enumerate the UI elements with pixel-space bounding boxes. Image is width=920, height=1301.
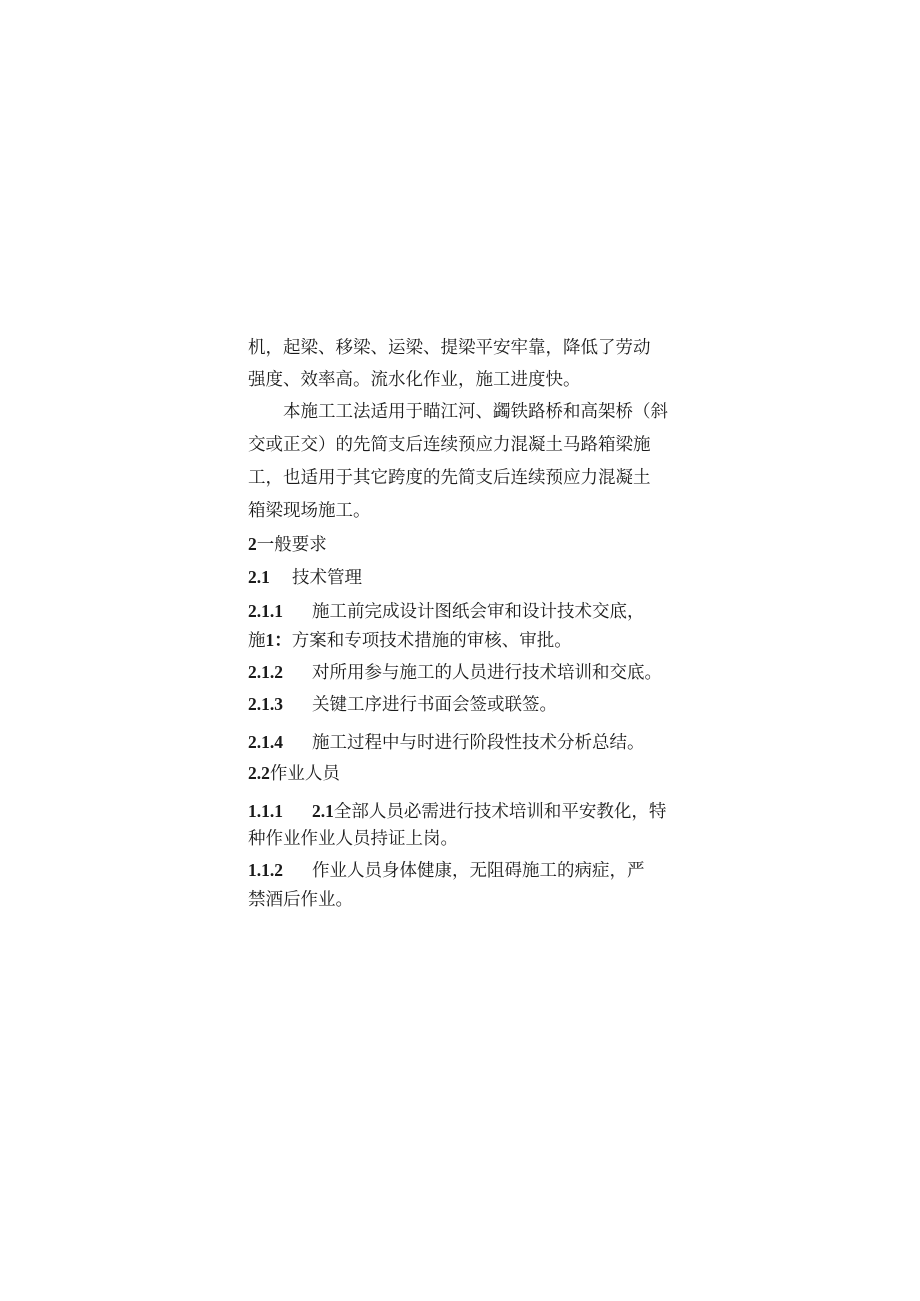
section-title: 一般要求 <box>256 535 327 555</box>
subsection-title: 技术管理 <box>292 568 362 588</box>
item-text: 关键工序进行书面会签或联签。 <box>312 695 557 715</box>
item-number: 2.1.3 <box>248 694 283 714</box>
item-number: 2.1.1 <box>248 601 283 621</box>
paragraph-line: 强度、效率高。流水化作业，施工进度快。 <box>248 370 581 390</box>
list-item <box>248 599 645 623</box>
subsection-number: 2.1 <box>248 567 270 587</box>
list-item-continuation <box>248 628 572 652</box>
paragraph-line: 工，也适用于其它跨度的先简支后连续预应力混凝土 <box>248 468 651 488</box>
subsection-number: 2.2 <box>248 763 270 783</box>
list-item <box>248 858 645 882</box>
item-text: 方案和专项技术措施的审核、审批。 <box>291 631 572 651</box>
paragraph-line: 本施工工法适用于瞄江河、蠲铁路桥和高架桥（斜 <box>283 402 668 422</box>
item-text: 全部人员必需进行技术培训和平安教化，特 <box>333 802 667 822</box>
paragraph-line: 箱梁现场施工。 <box>248 501 371 521</box>
item-text: 对所用参与施工的人员进行技术培训和交底。 <box>312 663 662 683</box>
item-text-bold: 1： <box>265 630 292 650</box>
item-text-prefix: 施 <box>248 631 266 651</box>
list-item-continuation: 禁酒后作业。 <box>248 890 353 910</box>
list-item <box>248 692 557 716</box>
list-item <box>248 730 645 754</box>
item-number: 2.1.2 <box>248 662 283 682</box>
item-text-bold: 2.1 <box>312 801 334 821</box>
subsection-heading <box>248 761 340 785</box>
list-item <box>248 799 666 823</box>
item-text: 施工过程中与时进行阶段性技术分析总结。 <box>312 733 645 753</box>
list-item-continuation: 种作业作业人员持证上岗。 <box>248 829 458 849</box>
list-item <box>248 660 662 684</box>
item-text: 作业人员身体健康，无阻碍施工的病症，严 <box>312 861 645 881</box>
section-number: 2 <box>248 534 257 554</box>
item-number: 1.1.2 <box>248 860 283 880</box>
subsection-heading <box>248 565 362 589</box>
item-text: 施工前完成设计图纸会审和设计技术交底， <box>312 602 645 622</box>
paragraph-line: 交或正交）的先简支后连续预应力混凝土马路箱梁施 <box>248 435 651 455</box>
item-number: 2.1.4 <box>248 732 283 752</box>
item-number: 1.1.1 <box>248 801 283 821</box>
subsection-title: 作业人员 <box>269 764 340 784</box>
section-heading <box>248 532 327 556</box>
paragraph-line: 机，起梁、移梁、运梁、提梁平安牢靠，降低了劳动 <box>248 338 651 358</box>
